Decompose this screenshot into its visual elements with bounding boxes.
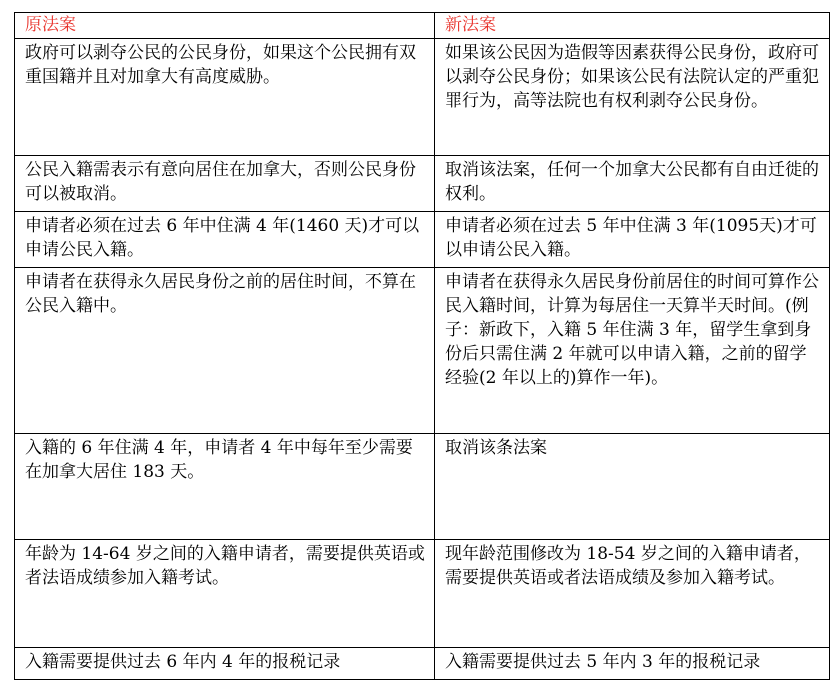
old-law-cell: 公民入籍需表示有意向居住在加拿大，否则公民身份可以被取消。 — [15, 156, 435, 212]
new-law-cell: 取消该法案，任何一个加拿大公民都有自由迁徙的权利。 — [435, 156, 830, 212]
table-row — [15, 39, 830, 156]
old-law-cell: 入籍的 6 年住满 4 年，申请者 4 年中每年至少需要在加拿大居住 183 天。 — [15, 434, 435, 540]
header-old-law-label: 原法案 — [25, 15, 76, 35]
header-new-law-label: 新法案 — [445, 15, 496, 35]
header-row — [15, 13, 830, 39]
header-new-law — [435, 13, 830, 39]
new-law-cell: 取消该条法案 — [435, 434, 830, 540]
header-old-law — [15, 13, 435, 39]
old-law-cell: 年龄为 14-64 岁之间的入籍申请者，需要提供英语或者法语成绩参加入籍考试。 — [15, 540, 435, 648]
table-row — [15, 540, 830, 648]
new-law-cell: 申请者在获得永久居民身份前居住的时间可算作公民入籍时间，计算为每居住一天算半天时间。(例子：新政下，入籍 5 年住满 3 年，留学生拿到身份后只需住满 2 年就可以申请入籍，之前的留学经验(2 年以上的)算作一年)。 — [435, 268, 830, 434]
table-row — [15, 648, 830, 680]
new-law-cell: 现年龄范围修改为 18-54 岁之间的入籍申请者，需要提供英语或者法语成绩及参加入籍考试。 — [435, 540, 830, 648]
table-row — [15, 434, 830, 540]
table-row — [15, 156, 830, 212]
old-law-cell: 入籍需要提供过去 6 年内 4 年的报税记录 — [15, 648, 435, 680]
new-law-cell: 申请者必须在过去 5 年中住满 3 年(1095天)才可以申请公民入籍。 — [435, 212, 830, 268]
new-law-cell: 入籍需要提供过去 5 年内 3 年的报税记录 — [435, 648, 830, 680]
old-law-cell: 政府可以剥夺公民的公民身份，如果这个公民拥有双重国籍并且对加拿大有高度威胁。 — [15, 39, 435, 156]
table-row — [15, 212, 830, 268]
new-law-cell: 如果该公民因为造假等因素获得公民身份，政府可以剥夺公民身份；如果该公民有法院认定的严重犯罪行为，高等法院也有权利剥夺公民身份。 — [435, 39, 830, 156]
table-row — [15, 268, 830, 434]
old-law-cell: 申请者在获得永久居民身份之前的居住时间，不算在公民入籍中。 — [15, 268, 435, 434]
old-law-cell: 申请者必须在过去 6 年中住满 4 年(1460 天)才可以申请公民入籍。 — [15, 212, 435, 268]
comparison-table — [14, 12, 830, 680]
